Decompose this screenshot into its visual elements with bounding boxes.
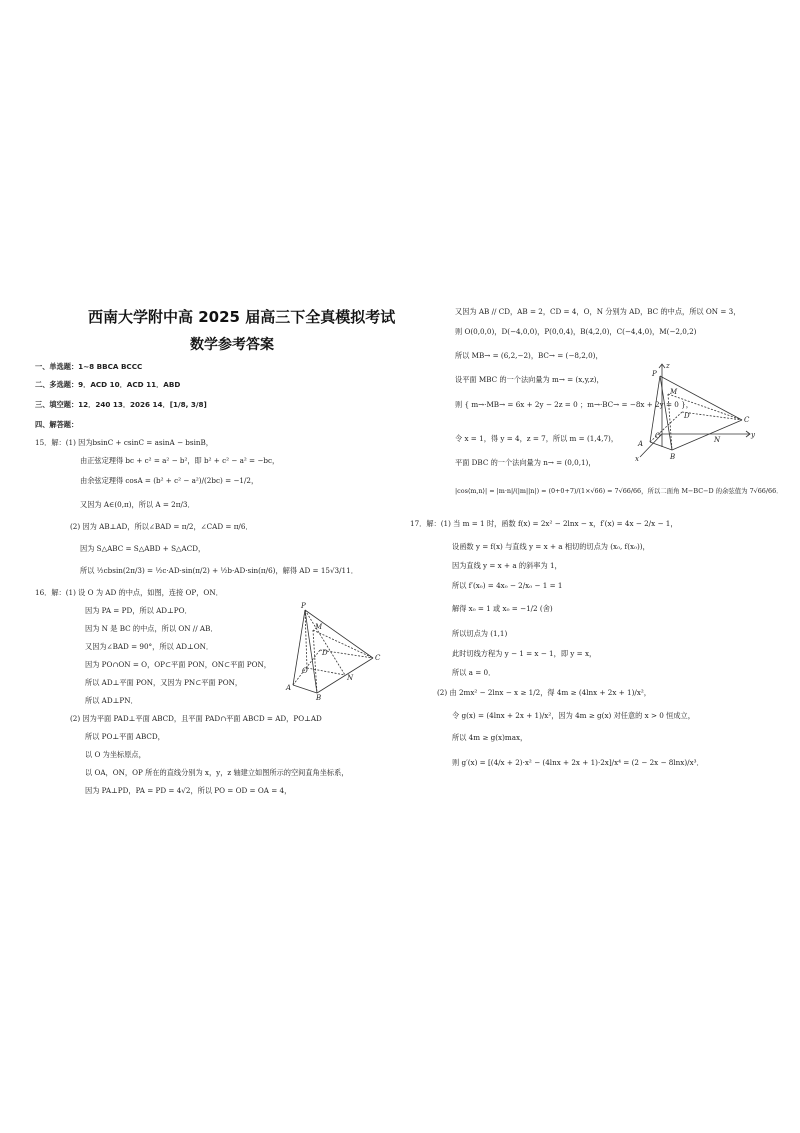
q15-line: (2) 因为 AB⊥AD，所以∠BAD = π/2，∠CAD = π/6．: [70, 522, 253, 531]
q15-line: 由余弦定理得 cosA = (b² + c² − a²)/(2bc) = −1/2，: [80, 476, 259, 485]
q15-line: 又因为 A∈(0,π)，所以 A = 2π/3．: [80, 500, 195, 509]
single-choice-answers: 一、单选题：1~8 BBCA BCCC: [35, 362, 143, 371]
figure-label: B: [670, 453, 676, 461]
figure-label: A: [286, 684, 292, 692]
fill-blank-answers: 三、填空题：12．240 13．2026 14．[1/8, 3/8]: [35, 400, 207, 409]
axis-label: z: [666, 362, 670, 370]
q15-line: 由正弦定理得 bc + c² = a² − b²，即 b² + c² − a² = −bc，: [80, 456, 280, 465]
q16-cont-line: |cos⟨m,n⟩| = |m·n|/(|m||n|) = (0+0+7)/(1×√66) = 7√66/66，所以二面角 M−BC−D 的余弦值为 7√66/66．: [455, 487, 783, 495]
q16-line: 以 O 为坐标原点，: [85, 750, 146, 759]
pyramid-figure: [285, 602, 385, 702]
q17-line: 此时切线方程为 y − 1 = x − 1，即 y = x，: [452, 649, 597, 658]
q16-line: 因为 N 是 BC 的中点，所以 ON // AB．: [85, 624, 218, 633]
q17-line: 所以 a = 0．: [452, 668, 496, 677]
q16-cont-line: 则 { m→·MB→ = 6x + 2y − 2z = 0 ；m→·BC→ = −8x + 2y = 0 }，: [455, 400, 693, 409]
q16-line: (2) 因为平面 PAD⊥平面 ABCD，且平面 PAD∩平面 ABCD = AD，PO⊥AD: [70, 714, 322, 723]
q16-cont-line: 平面 DBC 的一个法向量为 n→ = (0,0,1)，: [455, 458, 596, 467]
q16-line: 16．解：(1) 设 O 为 AD 的中点，如图，连接 OP，ON．: [35, 588, 223, 597]
q15-line: 15．解：(1) 因为bsinC + csinC = asinA − bsinB，: [35, 438, 213, 447]
q17-line: 17．解：(1) 当 m = 1 时，函数 f(x) = 2x² − 2lnx − x，f′(x) = 4x − 2/x − 1，: [410, 519, 678, 528]
q17-line: 因为直线 y = x + a 的斜率为 1，: [452, 561, 562, 570]
q16-line: 以 OA，ON，OP 所在的直线分别为 x，y，z 轴建立如图所示的空间直角坐标系，: [85, 768, 349, 777]
exam-subtitle: 数学参考答案: [190, 337, 274, 353]
q16-cont-line: 设平面 MBC 的一个法向量为 m→ = (x,y,z)，: [455, 375, 604, 384]
q16-line: 因为 PO∩ON = O，OP⊂平面 PON，ON⊂平面 PON，: [85, 660, 271, 669]
q17-line: 所以 4m ≥ g(x)max，: [452, 733, 528, 742]
figure-label: M: [670, 388, 678, 396]
exam-title: 西南大学附中高 2025 届高三下全真模拟考试: [88, 308, 396, 326]
q16-line: 因为 PA⊥PD，PA = PD = 4√2，所以 PO = OD = OA = 4，: [85, 786, 292, 795]
q16-line: 所以 AD⊥PN．: [85, 696, 138, 705]
q16-line: 所以 PO⊥平面 ABCD，: [85, 732, 165, 741]
figure-label: D: [322, 649, 328, 657]
figure-label: C: [744, 416, 750, 424]
figure-label: P: [652, 370, 657, 378]
q17-line: 所以切点为 (1,1): [452, 629, 508, 638]
q15-line: 所以 ½cbsin(2π/3) = ½c·AD·sin(π/2) + ½b·AD·sin(π/6)，解得 AD = 15√3/11．: [80, 566, 358, 575]
q16-cont-line: 又因为 AB // CD，AB = 2，CD = 4，O，N 分别为 AD，BC 的中点，所以 ON = 3，: [455, 307, 741, 316]
q16-cont-line: 则 O(0,0,0)，D(−4,0,0)，P(0,0,4)，B(4,2,0)，C(−4,4,0)，M(−2,0,2): [455, 327, 697, 336]
coordinate-pyramid-figure: [632, 362, 757, 462]
q17-line: 所以 f′(x₀) = 4x₀ − 2/x₀ − 1 = 1: [452, 581, 563, 590]
figure-label: C: [375, 654, 381, 662]
axis-label: x: [635, 455, 639, 463]
figure-label: M: [315, 623, 323, 631]
q15-line: 因为 S△ABC = S△ABD + S△ACD，: [80, 544, 206, 553]
multi-choice-answers: 二、多选题：9．ACD 10．ACD 11．ABD: [35, 380, 181, 389]
q17-line: 设函数 y = f(x) 与直线 y = x + a 相切的切点为 (x₀, f(x₀))，: [452, 542, 650, 551]
axis-label: y: [751, 431, 755, 439]
figure-label: P: [301, 602, 306, 610]
figure-label: O: [655, 432, 661, 440]
figure-label: N: [347, 674, 354, 682]
figure-label: A: [638, 440, 644, 448]
q17-line: 则 g′(x) = [(4/x + 2)·x² − (4lnx + 2x + 1)·2x]/x⁴ = (2 − 2x − 8lnx)/x³．: [452, 758, 704, 767]
q17-line: 解得 x₀ = 1 或 x₀ = −1/2 (舍): [452, 604, 553, 613]
q16-line: 因为 PA = PD，所以 AD⊥PO．: [85, 606, 192, 615]
q16-cont-line: 所以 MB→ = (6,2,−2)，BC→ = (−8,2,0)，: [455, 351, 603, 360]
q17-line: 令 g(x) = (4lnx + 2x + 1)/x²，因为 4m ≥ g(x) 对任意的 x > 0 恒成立，: [452, 711, 695, 720]
figure-label: N: [714, 436, 721, 444]
figure-label: B: [316, 694, 322, 702]
q16-cont-line: 令 x = 1，得 y = 4，z = 7，所以 m = (1,4,7)，: [455, 434, 619, 443]
q16-line: 又因为∠BAD = 90°，所以 AD⊥ON．: [85, 642, 214, 651]
q16-line: 所以 AD⊥平面 PON，又因为 PN⊂平面 PON，: [85, 678, 243, 687]
figure-label: O: [302, 667, 308, 675]
q17-line: (2) 由 2mx² − 2lnx − x ≥ 1/2，得 4m ≥ (4lnx + 2x + 1)/x²，: [437, 688, 651, 697]
solutions-heading: 四、解答题：: [35, 420, 79, 429]
figure-label: D: [684, 412, 690, 420]
